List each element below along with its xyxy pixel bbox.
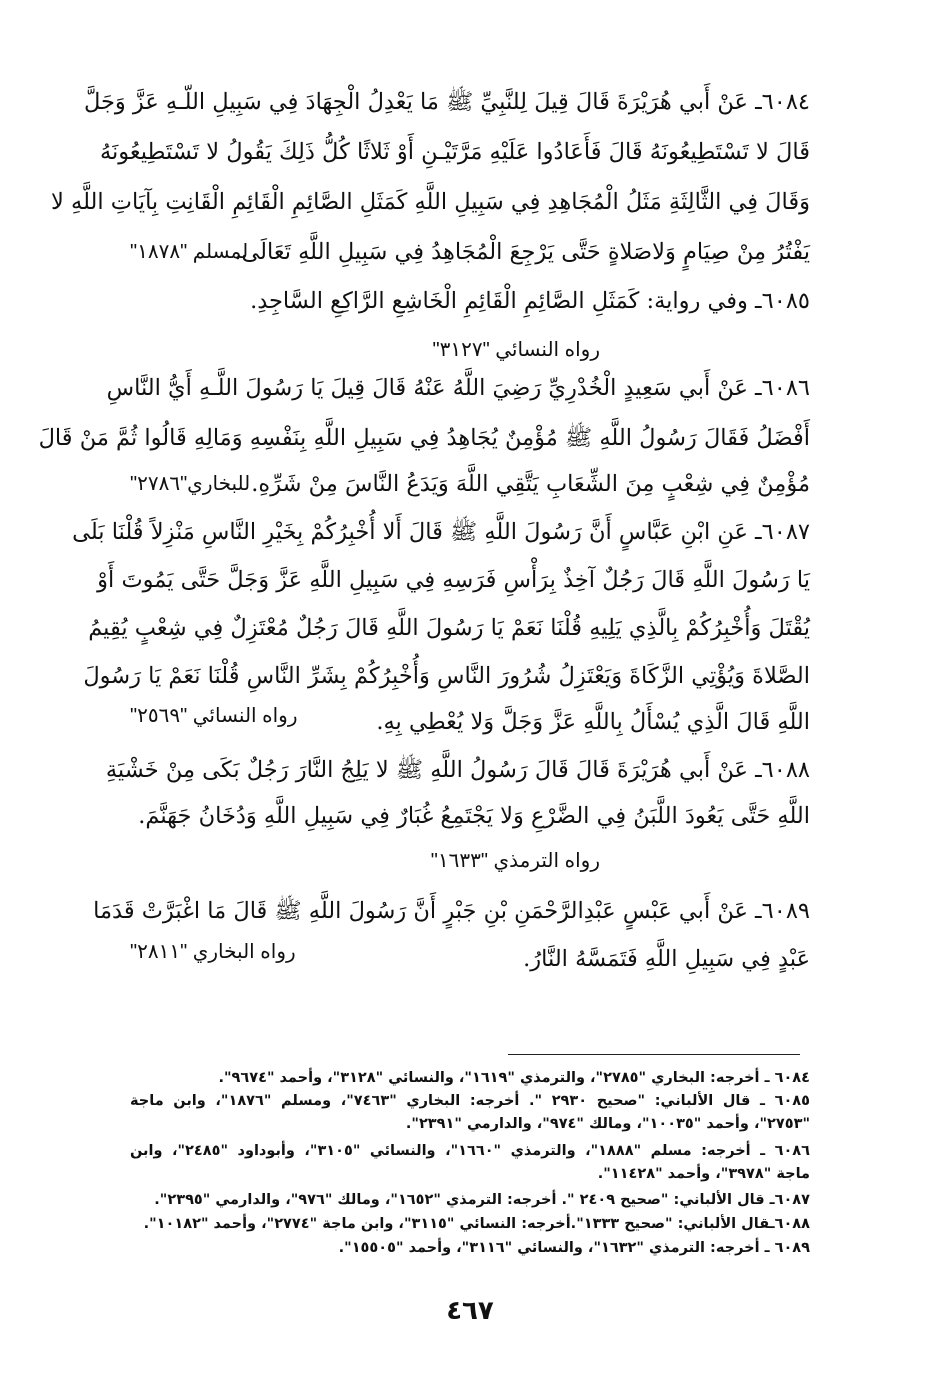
hadith-6085-source: رواه النسائي "٣١٢٧" — [432, 339, 600, 361]
footnote-6085-line-1: ٦٠٨٥ ـ قال الألباني: "صحيح ٢٩٣٠ ". أخرجه: البخاري "٧٤٦٣"، ومسلم "١٨٧٦"، وابن ماجة — [130, 1093, 810, 1109]
hadith-6088-line-2: اللَّهِ حَتَّى يَعُودَ اللَّبَنُ فِي الضَّرْعِ وَلا يَجْتَمِعُ غُبَارٌ فِي سَبِيلِ اللَّهِ وَدُخَانُ جَهَنَّمَ. — [138, 803, 810, 829]
hadith-6084-line-4: يَفْتُرُ مِنْ صِيَامٍ وَلاصَلاةٍ حَتَّى يَرْجِعَ الْمُجَاهِدُ فِي سَبِيلِ اللَّهِ تَعَالَى. — [234, 239, 810, 265]
footnote-6084: ٦٠٨٤ ـ أخرجه: البخاري "٢٧٨٥"، والترمذي "١٦١٩"، والنسائي "٣١٢٨"، وأحمد "٩٦٧٤". — [218, 1070, 810, 1086]
footnote-6086-line-1: ٦٠٨٦ ـ أخرجه: مسلم "١٨٨٨"، والترمذي "١٦٦٠"، والنسائي "٣١٠٥"، وأبوداود "٢٤٨٥"، وابن — [130, 1143, 810, 1159]
footnote-6085-line-2: "٢٧٥٣"، وأحمد "١٠٠٣٥"، ومالك "٩٧٤"، والدارمي "٢٣٩١". — [405, 1116, 810, 1132]
hadith-6084-line-3: وَقَالَ فِي الثَّالِثَةِ مَثَلُ الْمُجَاهِدِ فِي سَبِيلِ اللَّهِ كَمَثَلِ الصَّائِمِ الْقَائِمِ الْقَانِتِ بِآيَاتِ اللَّهِ لا — [51, 189, 810, 215]
hadith-6084-line-1: ٦٠٨٤ـ عَنْ أَبي هُرَيْرَةَ قَالَ قِيلَ لِلنَّبِيِّ ﷺ مَا يَعْدِلُ الْجِهَادَ فِي سَبِيلِ اللّـهِ عَزَّ وَجَلَّ — [83, 89, 810, 115]
hadith-6089-line-1: ٦٠٨٩ـ عَنْ أَبي عَبْسٍ عَبْدِالرَّحْمَنِ بْنِ جَبْرٍ أَنَّ رَسُولَ اللَّهِ ﷺ قَالَ مَا اغْبَرَّتْ قَدَمَا — [93, 898, 810, 924]
hadith-6087-line-1: ٦٠٨٧ـ عَنِ ابْنِ عَبَّاسٍ أَنَّ رَسُولَ اللَّهِ ﷺ قَالَ أَلا أُخْبِرُكُمْ بِخَيْرِ النَّاسِ مَنْزِلاً قُلْنَا بَلَى — [72, 519, 810, 545]
footnote-separator — [508, 1054, 800, 1055]
hadith-6086-line-1: ٦٠٨٦ـ عَنْ أَبي سَعِيدٍ الْخُدْرِيِّ رَضِيَ اللَّهُ عَنْهُ قَالَ قِيلَ يَا رَسُولَ اللَّـهِ أَيُّ النَّاسِ — [106, 375, 810, 401]
hadith-6088-line-1: ٦٠٨٨ـ عَنْ أَبي هُرَيْرَةَ قَالَ قَالَ رَسُولُ اللَّهِ ﷺ لا يَلِجُ النَّارَ رَجُلٌ بَكَى مِنْ خَشْيَةِ — [105, 757, 810, 783]
hadith-6087-line-5: اللَّهِ قَالَ الَّذِي يُسْأَلُ بِاللَّهِ عَزَّ وَجَلَّ وَلا يُعْطِي بِهِ. — [376, 709, 810, 735]
hadith-6087-source: رواه النسائي "٢٥٦٩" — [130, 705, 298, 727]
hadith-6086-line-3: مُؤْمِنٌ فِي شِعْبٍ مِنَ الشِّعَابِ يَتَّقِي اللَّهَ وَيَدَعُ النَّاسَ مِنْ شَرِّهِ. — [251, 471, 810, 497]
hadith-6085-line-1: ٦٠٨٥ـ وفي رواية: كَمَثَلِ الصَّائِمِ الْقَائِمِ الْخَاشِعِ الرَّاكِعِ السَّاجِدِ. — [250, 288, 810, 314]
hadith-6086-source: للبخاري"٢٧٨٦" — [130, 473, 251, 495]
hadith-6089-line-2: عَبْدٍ فِي سَبِيلِ اللَّهِ فَتَمَسَّهُ النَّارُ. — [523, 946, 810, 972]
hadith-6084-line-2: قَالَ لا تَسْتَطِيعُونَهُ قَالَ فَأَعَادُوا عَلَيْهِ مَرَّتَيْـنِ أَوْ ثَلاثًا كُلُّ ذَلِكَ يَقُولُ لا تَسْتَطِيعُونَهُ — [99, 139, 810, 165]
footnote-6088: ٦٠٨٨ـقال الألباني: "صحيح ١٣٣٣".أخرجه: النسائي "٣١١٥"، وابن ماجة "٢٧٧٤"، وأحمد "١٠١٨٢". — [143, 1216, 810, 1232]
page-number: ٤٦٧ — [446, 1296, 494, 1326]
hadith-6088-source: رواه الترمذي "١٦٣٣" — [430, 850, 600, 872]
hadith-6086-line-2: أَفْضَلُ فَقَالَ رَسُولُ اللَّهِ ﷺ مُؤْمِنٌ يُجَاهِدُ فِي سَبِيلِ اللَّهِ بِنَفْسِهِ وَمَالِهِ قَالُوا ثُمَّ مَنْ قَالَ — [38, 425, 810, 451]
footnote-6086-line-2: ماجة "٣٩٧٨"، وأحمد "١١٤٢٨". — [597, 1166, 810, 1182]
footnote-6087: ٦٠٨٧ـ قال الألباني: "صحيح ٢٤٠٩ ". أخرجه: الترمذي "١٦٥٢"، ومالك "٩٧٦"، والدارمي "٢٣٩٥". — [154, 1192, 810, 1208]
hadith-6087-line-4: الصَّلاةَ وَيُؤْتِي الزَّكَاةَ وَيَعْتَزِلُ شُرُورَ النَّاسِ وَأُخْبِرُكُمْ بِشَرِّ النَّاسِ قُلْنَا نَعَمْ يَا رَسُولَ — [83, 663, 810, 689]
hadith-6089-source: رواه البخاري "٢٨١١" — [130, 941, 296, 963]
hadith-6084-source: لمسلم "١٨٧٨" — [130, 241, 249, 263]
footnote-6089: ٦٠٨٩ ـ أخرجه: الترمذي "١٦٣٢"، والنسائي "٣١١٦"، وأحمد "١٥٥٠٥". — [338, 1240, 810, 1256]
hadith-6087-line-2: يَا رَسُولَ اللَّهِ قَالَ رَجُلٌ آخِذٌ بِرَأْسِ فَرَسِهِ فِي سَبِيلِ اللَّهِ عَزَّ وَجَلَّ حَتَّى يَمُوتَ أَوْ — [97, 567, 810, 593]
hadith-6087-line-3: يُقْتَلَ وَأُخْبِرُكُمْ بِالَّذِي يَلِيهِ قُلْنَا نَعَمْ يَا رَسُولَ اللَّهِ قَالَ رَجُلٌ مُعْتَزِلٌ فِي شِعْبٍ يُقِيمُ — [88, 615, 810, 641]
